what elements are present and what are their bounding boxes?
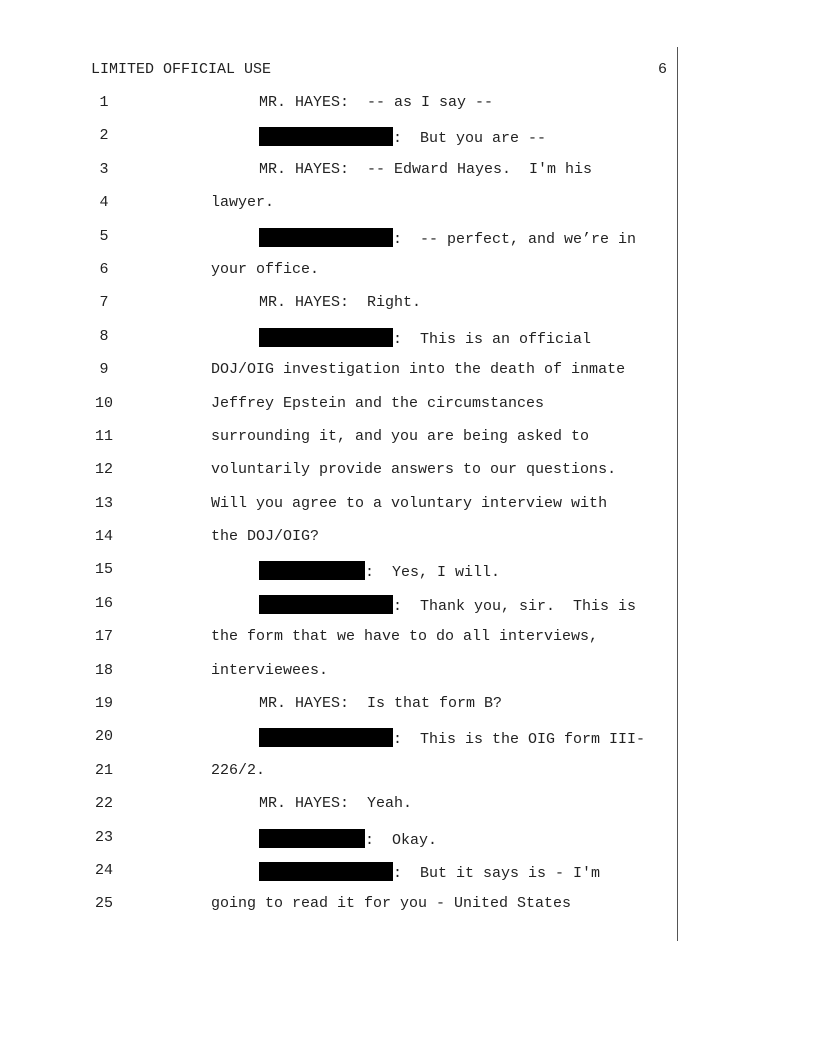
line-number: 17: [94, 628, 113, 646]
redaction-box: [259, 561, 365, 580]
transcript-line: [0, 253, 676, 286]
transcript-line: [0, 153, 676, 186]
line-text-content: the form that we have to do all interviews,: [211, 628, 599, 646]
transcript-line: [0, 720, 676, 753]
transcript-line: [0, 186, 676, 219]
line-text-content: MR. HAYES: -- as I say --: [259, 94, 494, 111]
transcript-line: [0, 887, 676, 920]
transcript-line: [0, 286, 676, 319]
line-text: [211, 895, 571, 913]
line-number: 12: [94, 461, 113, 479]
line-text: [259, 561, 500, 582]
line-text: [259, 595, 636, 616]
page-header-classification: LIMITED OFFICIAL USE: [91, 61, 272, 78]
transcript-line: [0, 320, 676, 353]
right-margin-rule: [677, 47, 678, 941]
line-text-content: the DOJ/OIG?: [211, 528, 320, 546]
line-number: 8: [99, 327, 109, 345]
line-text: [259, 728, 645, 749]
line-number: 18: [94, 661, 113, 679]
line-text-content: : Okay.: [365, 831, 438, 849]
line-text: [259, 328, 591, 349]
redaction-box: [259, 595, 393, 614]
line-text-content: : This is an official: [393, 330, 592, 348]
line-number: 21: [94, 761, 113, 779]
line-text: [259, 94, 493, 112]
line-text-content: : But you are --: [393, 130, 547, 148]
transcript-line: [0, 654, 676, 687]
line-text: [259, 294, 421, 312]
line-text-content: your office.: [211, 260, 320, 278]
transcript-line: [0, 553, 676, 586]
line-text: [259, 695, 502, 713]
line-number: 20: [94, 728, 113, 746]
line-text-content: : Yes, I will.: [365, 564, 501, 582]
line-number: 19: [94, 695, 113, 713]
line-text: [259, 161, 592, 179]
line-text-content: voluntarily provide answers to our questions.: [211, 461, 617, 479]
line-number: 3: [99, 160, 109, 178]
line-text-content: : Thank you, sir. This is: [393, 597, 637, 615]
redaction-box: [259, 328, 393, 347]
line-number: 7: [99, 294, 109, 312]
line-text: [211, 528, 319, 546]
line-number: 2: [99, 127, 109, 145]
transcript-lines: [0, 86, 676, 921]
line-text-content: MR. HAYES: -- Edward Hayes. I'm his: [259, 160, 593, 178]
line-text: [259, 127, 546, 148]
line-text-content: MR. HAYES: Right.: [259, 294, 422, 312]
line-text-content: surrounding it, and you are being asked to: [211, 427, 590, 445]
line-number: 16: [94, 594, 113, 612]
line-number: 10: [94, 394, 113, 412]
line-text-content: DOJ/OIG investigation into the death of inmate: [211, 361, 626, 379]
line-text-content: Will you agree to a voluntary interview with: [211, 494, 608, 512]
line-text-content: : -- perfect, and we’re in: [393, 230, 637, 248]
transcript-line: [0, 520, 676, 553]
line-number: 14: [94, 528, 113, 546]
transcript-line: [0, 854, 676, 887]
transcript-line: [0, 821, 676, 854]
line-number: 15: [94, 561, 113, 579]
line-text: [259, 862, 600, 883]
transcript-line: [0, 587, 676, 620]
line-number: 13: [94, 494, 113, 512]
transcript-line: [0, 420, 676, 453]
redaction-box: [259, 829, 365, 848]
redaction-box: [259, 862, 393, 881]
page-number: 6: [658, 61, 668, 78]
line-text-content: : This is the OIG form III-: [393, 731, 646, 749]
line-text: [211, 194, 274, 212]
line-text: [259, 228, 636, 249]
line-text-content: going to read it for you - United States: [211, 895, 572, 913]
line-text: [259, 795, 412, 813]
transcript-line: [0, 86, 676, 119]
line-text: [211, 361, 625, 379]
transcript-line: [0, 119, 676, 152]
transcript-line: [0, 220, 676, 253]
transcript-line: [0, 787, 676, 820]
transcript-line: [0, 620, 676, 653]
transcript-line: [0, 353, 676, 386]
transcript-line: [0, 487, 676, 520]
line-number: 1: [99, 94, 109, 111]
line-text: [211, 762, 265, 780]
transcript-line: [0, 453, 676, 486]
line-number: 22: [94, 795, 113, 813]
line-text-content: Jeffrey Epstein and the circumstances: [211, 394, 545, 412]
line-text-content: : But it says is - I'm: [393, 864, 601, 882]
line-text-content: lawyer.: [211, 194, 275, 212]
line-number: 23: [94, 828, 113, 846]
redaction-box: [259, 127, 393, 146]
line-text: [211, 428, 589, 446]
line-number: 5: [99, 227, 109, 245]
transcript-line: [0, 687, 676, 720]
line-number: 4: [99, 194, 109, 212]
line-text: [211, 395, 544, 413]
line-number: 9: [99, 361, 109, 379]
line-number: 25: [94, 895, 113, 913]
transcript-line: [0, 387, 676, 420]
redaction-box: [259, 228, 393, 247]
line-text: [211, 628, 598, 646]
line-text-content: MR. HAYES: Is that form B?: [259, 695, 503, 713]
line-text: [259, 829, 437, 850]
line-text-content: interviewees.: [211, 661, 329, 679]
line-text: [211, 662, 328, 680]
line-number: 6: [99, 260, 109, 278]
line-text-content: MR. HAYES: Yeah.: [259, 795, 413, 813]
line-number: 24: [94, 861, 113, 879]
line-text-content: 226/2.: [211, 761, 266, 779]
line-text: [211, 495, 607, 513]
transcript-line: [0, 754, 676, 787]
line-text: [211, 461, 616, 479]
line-text: [211, 261, 319, 279]
line-number: 11: [94, 427, 113, 445]
redaction-box: [259, 728, 393, 747]
